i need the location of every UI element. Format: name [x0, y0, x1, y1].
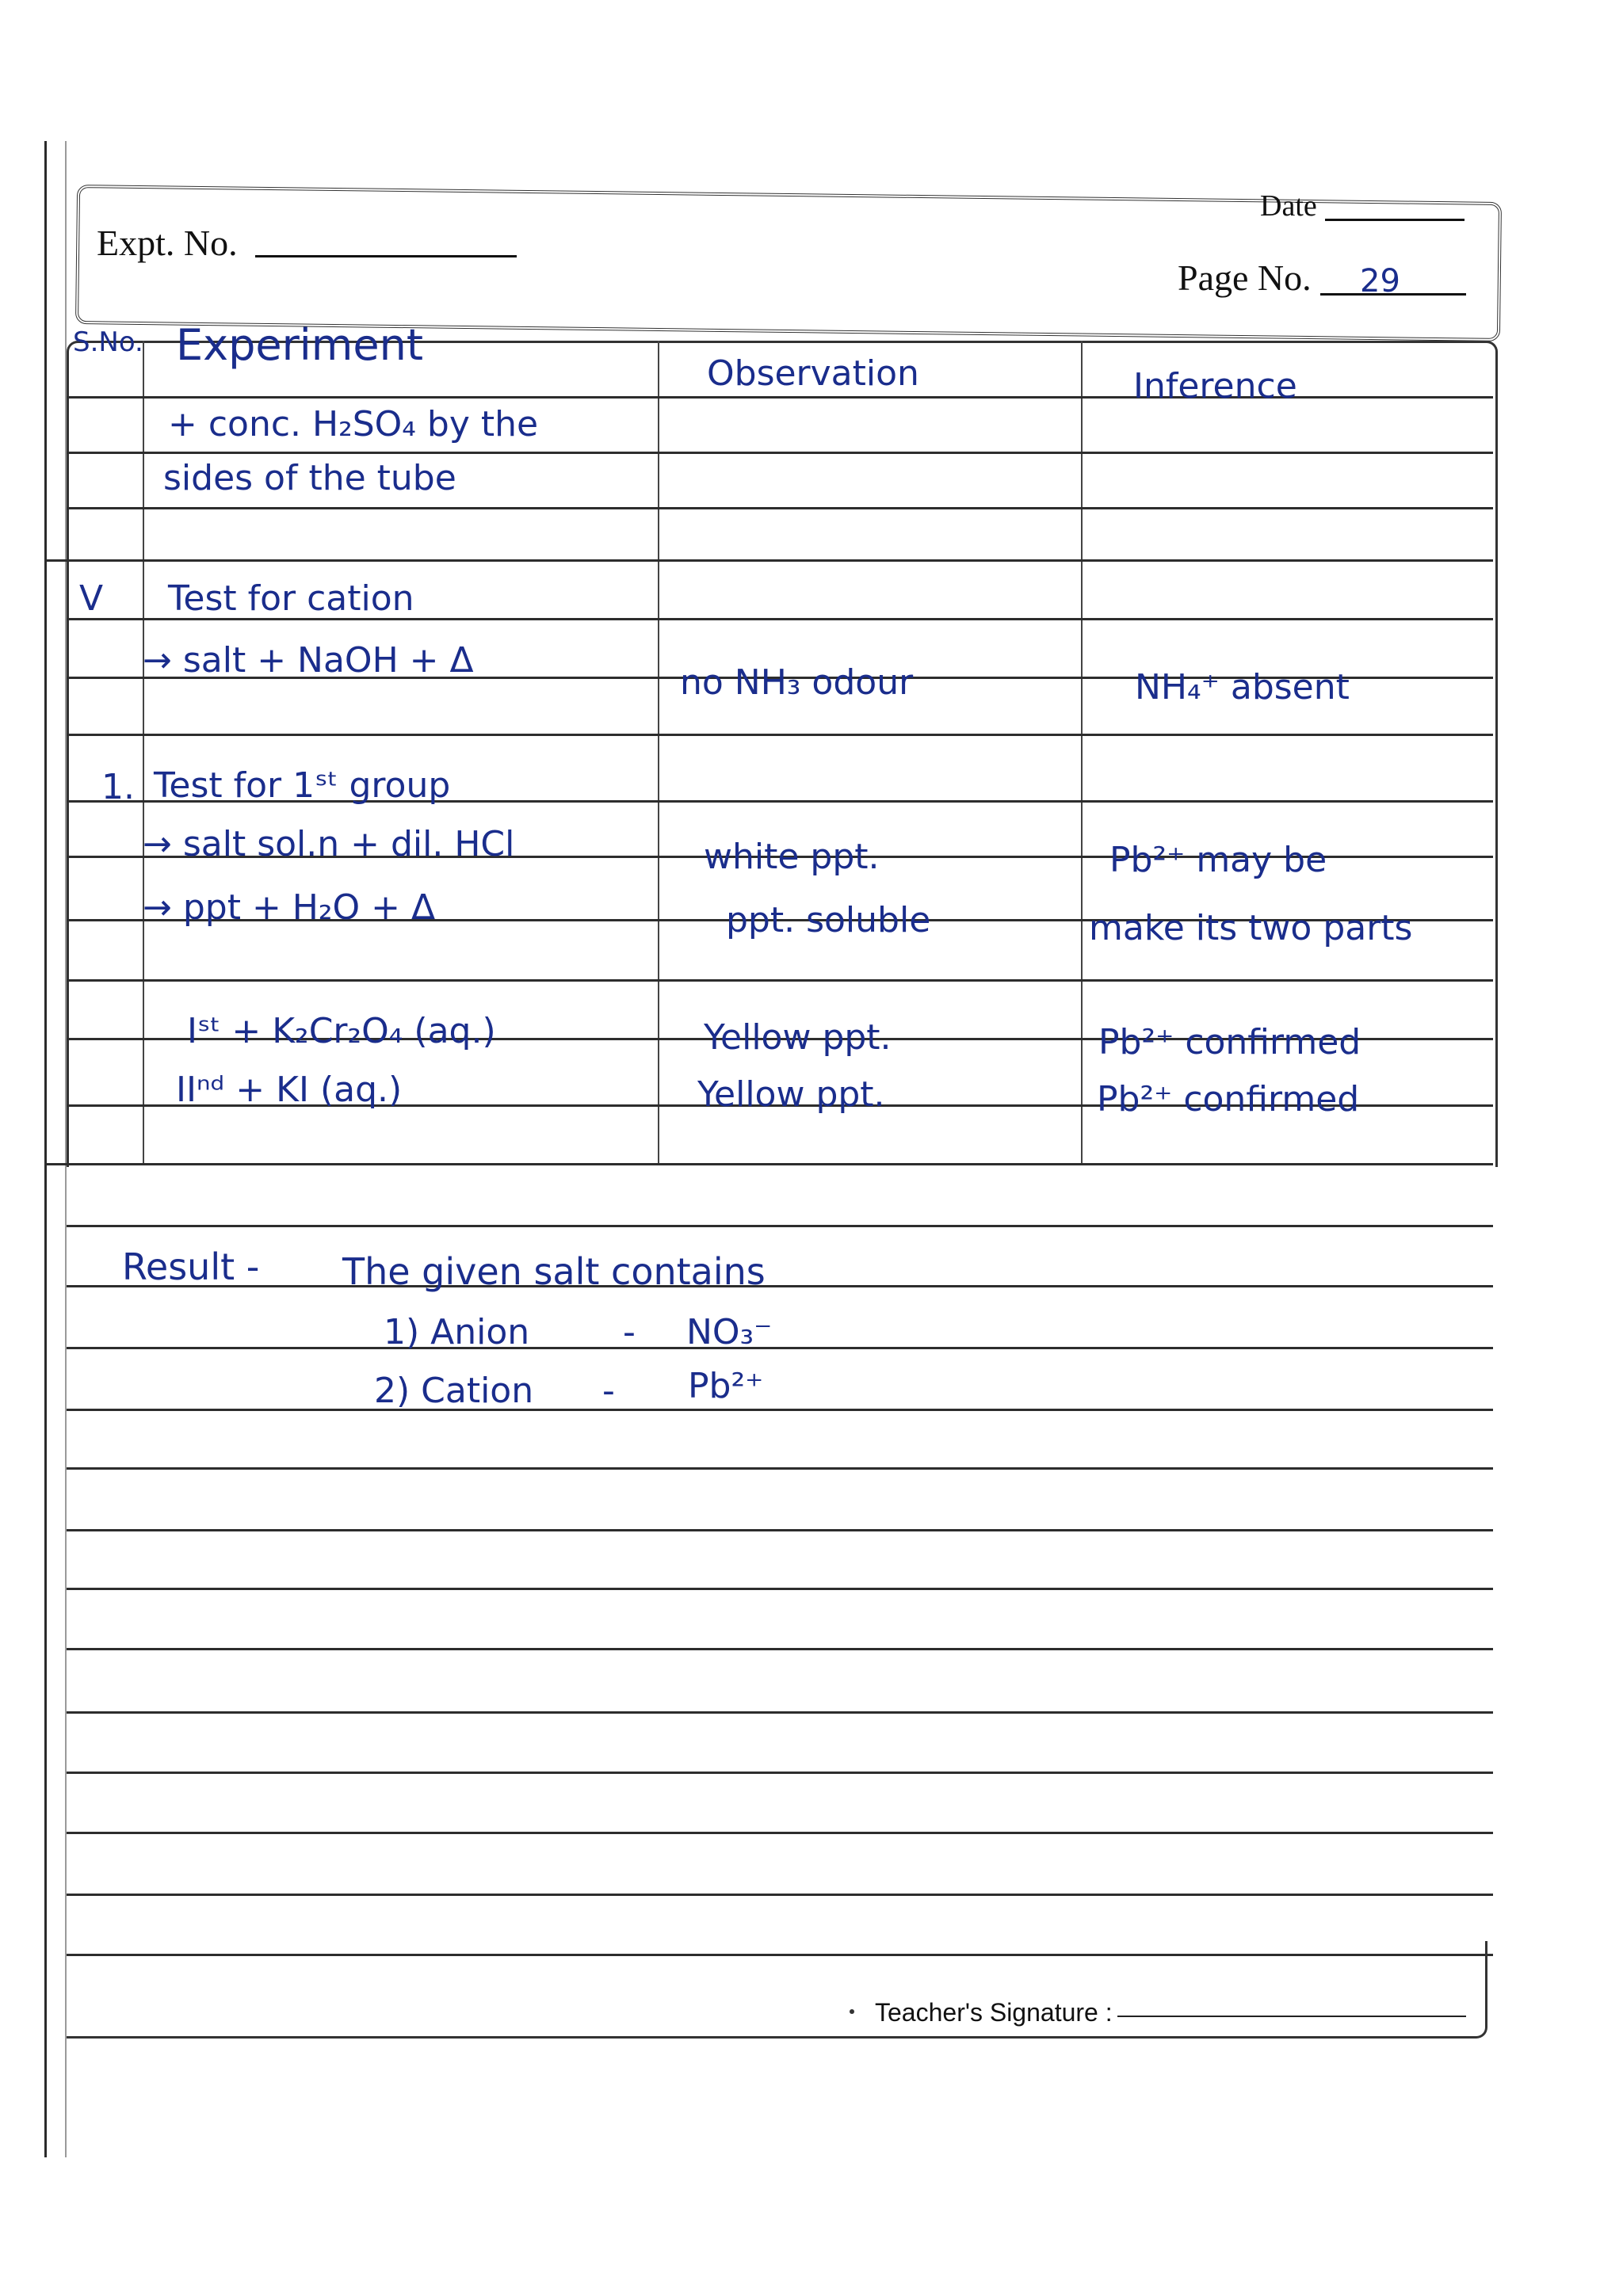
- ruled-line: [67, 1529, 1493, 1531]
- row-4-experiment: → salt + NaOH + Δ: [143, 640, 474, 681]
- row-9-inference: Pb²⁺ confirmed: [1097, 1079, 1360, 1119]
- ruled-line: [67, 1894, 1493, 1896]
- page-no-label: Page No.: [1178, 257, 1312, 298]
- column-divider-observation: [1081, 341, 1083, 1165]
- anion-dash: -: [623, 1312, 636, 1352]
- row-8-experiment: Iˢᵗ + K₂Cr₂O₄ (aq.): [187, 1011, 496, 1051]
- ruled-line: [67, 979, 1493, 982]
- cation-value: Pb²⁺: [688, 1366, 764, 1406]
- ruled-line: [67, 1648, 1493, 1650]
- anion-label: 1) Anion: [384, 1312, 530, 1352]
- row-9-observation: Yellow ppt.: [697, 1074, 885, 1115]
- anion-value: NO₃⁻: [686, 1312, 773, 1352]
- row-7-experiment: → ppt + H₂O + Δ: [143, 887, 436, 928]
- header-inference: Inference: [1133, 366, 1297, 406]
- page-number: 29: [1360, 263, 1400, 299]
- ruled-line: [67, 734, 1493, 736]
- row-8-inference: Pb²⁺ confirmed: [1098, 1022, 1361, 1062]
- expt-no-line: [255, 255, 517, 257]
- row-4-observation: no NH₃ odour: [680, 662, 914, 703]
- ruled-line: [67, 1772, 1493, 1774]
- date-line: [1325, 219, 1465, 221]
- footer-box: [67, 1941, 1487, 2039]
- row-4-inference: NH₄⁺ absent: [1135, 667, 1350, 707]
- ruled-line: [67, 1588, 1493, 1590]
- signature-dot: [850, 2009, 854, 2014]
- result-text: The given salt contains: [342, 1250, 766, 1293]
- row-1-experiment: + conc. H₂SO₄ by the: [168, 404, 539, 444]
- row-8-observation: Yellow ppt.: [704, 1017, 892, 1058]
- result-label: Result -: [122, 1245, 260, 1288]
- cation-dash: -: [602, 1371, 615, 1411]
- teacher-signature-line: [1117, 2016, 1466, 2017]
- row-6-experiment: → salt sol.n + dil. HCl: [143, 824, 515, 864]
- ruled-line: [67, 1409, 1493, 1411]
- row-7-observation: ppt. soluble: [726, 900, 931, 940]
- expt-no-label: Expt. No.: [97, 223, 238, 263]
- binding-margin-line: [44, 141, 47, 2157]
- row-5-sno: 1.: [101, 767, 135, 807]
- row-6-observation: white ppt.: [704, 837, 880, 877]
- row-2-experiment: sides of the tube: [163, 458, 456, 498]
- row-5-experiment: Test for 1ˢᵗ group: [154, 765, 451, 806]
- ruled-line: [67, 1347, 1493, 1349]
- date-label: Date: [1260, 189, 1317, 223]
- ruled-line: [44, 559, 1493, 562]
- column-divider-experiment: [658, 341, 659, 1165]
- header-sno: S.No.: [73, 326, 143, 358]
- row-9-experiment: IIⁿᵈ + KI (aq.): [176, 1070, 403, 1110]
- ruled-line: [67, 1832, 1493, 1834]
- ruled-line: [67, 1711, 1493, 1714]
- header-experiment: Experiment: [176, 320, 424, 370]
- ruled-line: [67, 1285, 1493, 1287]
- ruled-line: [67, 507, 1493, 509]
- column-divider-sno: [143, 341, 144, 1165]
- ruled-line: [44, 1163, 1493, 1165]
- teacher-signature-label: Teacher's Signature :: [875, 1998, 1113, 2027]
- cation-label: 2) Cation: [374, 1371, 534, 1411]
- row-6-inference: Pb²⁺ may be: [1109, 840, 1327, 880]
- row-3-sno: V: [79, 578, 104, 619]
- ruled-line: [67, 1467, 1493, 1470]
- ruled-line: [67, 1225, 1493, 1227]
- header-observation: Observation: [707, 353, 919, 394]
- ruled-line: [67, 452, 1493, 454]
- row-7-inference: make its two parts: [1089, 908, 1413, 948]
- row-3-experiment: Test for cation: [168, 578, 414, 619]
